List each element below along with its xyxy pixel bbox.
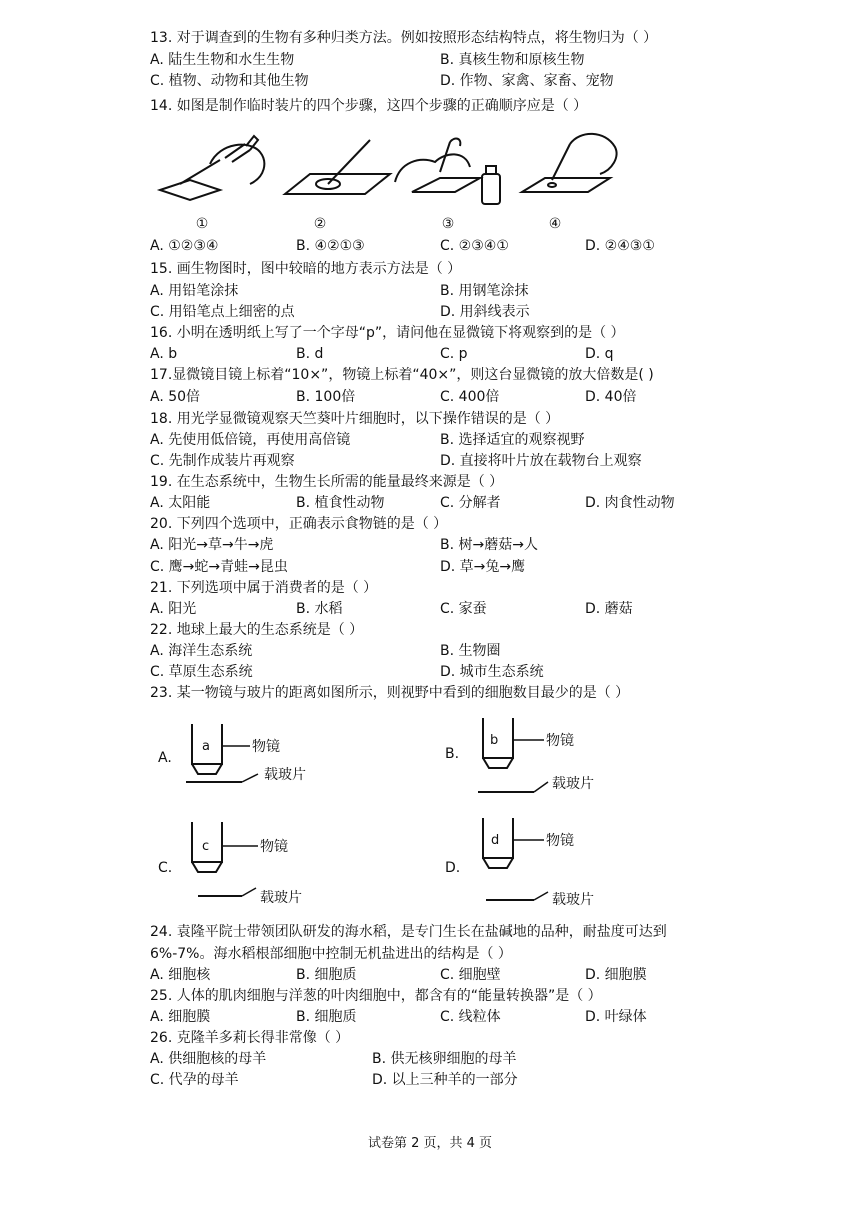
question-13-option-a: A. 陆生生物和水生生物	[150, 52, 295, 68]
question-22-option-d: D. 城市生态系统	[440, 664, 544, 680]
question-14-option-b: B. ④②①③	[296, 238, 365, 254]
question-21-option-c: C. 家蚕	[440, 601, 487, 617]
question-25-stem: 25. 人体的肌肉细胞与洋葱的叶肉细胞中，都含有的“能量转换器”是（ ）	[150, 988, 602, 1004]
question-26-option-c: C. 代孕的母羊	[150, 1072, 239, 1088]
figure-option-c-letter: C.	[158, 860, 173, 876]
lens-d-label: 物镜	[546, 833, 574, 849]
lens-a-letter: a	[202, 739, 210, 754]
question-18-option-c: C. 先制作成装片再观察	[150, 453, 295, 469]
question-19-option-a: A. 太阳能	[150, 495, 211, 511]
step-label-2: ②	[313, 216, 327, 232]
question-15-option-a: A. 用铅笔涂抹	[150, 283, 239, 299]
figure-option-b-letter: B.	[445, 746, 460, 762]
question-24-stem-continued: 6%-7%。海水稻根部细胞中控制无机盐进出的结构是（ ）	[150, 946, 512, 962]
step-label-4: ④	[548, 216, 562, 232]
question-22-option-c: C. 草原生态系统	[150, 664, 253, 680]
objective-lens-distance-figure	[150, 712, 630, 912]
question-21-stem: 21. 下列选项中属于消费者的是（ ）	[150, 580, 378, 596]
page-footer: 试卷第 2 页，共 4 页	[367, 1136, 493, 1151]
question-17-stem: 17.显微镜目镜上标着“10×”，物镜上标着“40×”，则这台显微镜的放大倍数是( )	[150, 367, 654, 383]
question-13-option-b: B. 真核生物和原核生物	[440, 52, 585, 68]
question-24-option-b: B. 细胞质	[296, 967, 357, 983]
question-19-option-c: C. 分解者	[440, 495, 501, 511]
question-20-option-d: D. 草→兔→鹰	[440, 559, 526, 575]
question-20-option-c: C. 鹰→蛇→青蛙→昆虫	[150, 559, 288, 575]
question-26-option-b: B. 供无核卵细胞的母羊	[372, 1051, 517, 1067]
question-13-stem: 13. 对于调查到的生物有多种归类方法。例如按照形态结构特点，将生物归为（ ）	[150, 30, 658, 46]
question-14-option-a: A. ①②③④	[150, 238, 219, 254]
step-label-3: ③	[441, 216, 455, 232]
question-26-stem: 26. 克隆羊多莉长得非常像（ ）	[150, 1030, 350, 1046]
slide-c-label: 载玻片	[260, 890, 302, 906]
question-21-option-b: B. 水稻	[296, 601, 343, 617]
question-16-option-a: A. b	[150, 346, 178, 362]
question-25-option-b: B. 细胞质	[296, 1009, 357, 1025]
question-22-option-b: B. 生物圈	[440, 643, 501, 659]
step-4-illustration	[522, 134, 617, 192]
question-23-stem: 23. 某一物镜与玻片的距离如图所示，则视野中看到的细胞数目最少的是（ ）	[150, 685, 630, 701]
lens-c-label: 物镜	[260, 839, 288, 855]
lens-d-letter: d	[491, 833, 500, 848]
question-22-stem: 22. 地球上最大的生态系统是（ ）	[150, 622, 364, 638]
lens-b-letter: b	[490, 733, 499, 748]
question-18-option-a: A. 先使用低倍镜，再使用高倍镜	[150, 432, 351, 448]
question-20-option-b: B. 树→蘑菇→人	[440, 537, 538, 553]
slide-a-label: 载玻片	[264, 767, 306, 783]
question-14-option-d: D. ②④③①	[585, 238, 655, 254]
slide-b-label: 载玻片	[552, 776, 594, 792]
step-2-illustration	[285, 140, 390, 194]
question-17-option-a: A. 50倍	[150, 389, 201, 405]
lens-b-label: 物镜	[546, 733, 574, 749]
question-15-option-c: C. 用铅笔点上细密的点	[150, 304, 295, 320]
question-14-stem: 14. 如图是制作临时装片的四个步骤，这四个步骤的正确顺序应是（ ）	[150, 98, 588, 114]
question-26-option-d: D. 以上三种羊的一部分	[372, 1072, 518, 1088]
question-22-option-a: A. 海洋生态系统	[150, 643, 253, 659]
question-24-option-c: C. 细胞壁	[440, 967, 501, 983]
question-19-stem: 19. 在生态系统中，生物生长所需的能量最终来源是（ ）	[150, 474, 504, 490]
question-21-option-a: A. 阳光	[150, 601, 197, 617]
figure-option-a-letter: A.	[158, 750, 172, 766]
question-24-option-d: D. 细胞膜	[585, 967, 647, 983]
figure-option-d-letter: D.	[445, 860, 461, 876]
question-17-option-c: C. 400倍	[440, 389, 500, 405]
question-19-option-b: B. 植食性动物	[296, 495, 385, 511]
question-17-option-d: D. 40倍	[585, 389, 637, 405]
question-26-option-a: A. 供细胞核的母羊	[150, 1051, 267, 1067]
question-16-stem: 16. 小明在透明纸上写了一个字母“p”，请问他在显微镜下将观察到的是（ ）	[150, 325, 625, 341]
question-15-option-d: D. 用斜线表示	[440, 304, 530, 320]
step-1-illustration	[160, 136, 264, 200]
question-15-stem: 15. 画生物图时，图中较暗的地方表示方法是（ ）	[150, 261, 462, 277]
question-15-option-b: B. 用钢笔涂抹	[440, 283, 529, 299]
lens-c-letter: c	[202, 839, 210, 854]
question-14-option-c: C. ②③④①	[440, 238, 509, 254]
question-18-option-b: B. 选择适宜的观察视野	[440, 432, 585, 448]
question-16-option-c: C. p	[440, 346, 468, 362]
question-13-option-c: C. 植物、动物和其他生物	[150, 73, 309, 89]
question-16-option-b: B. d	[296, 346, 324, 362]
question-25-option-a: A. 细胞膜	[150, 1009, 211, 1025]
question-17-option-b: B. 100倍	[296, 389, 356, 405]
step-3-illustration	[395, 139, 500, 204]
lens-a-label: 物镜	[252, 739, 280, 755]
question-13-option-d: D. 作物、家禽、家畜、宠物	[440, 73, 614, 89]
question-18-option-d: D. 直接将叶片放在载物台上观察	[440, 453, 642, 469]
slide-d-label: 载玻片	[552, 892, 594, 908]
question-16-option-d: D. q	[585, 346, 614, 362]
question-19-option-d: D. 肉食性动物	[585, 495, 675, 511]
question-20-option-a: A. 阳光→草→牛→虎	[150, 537, 274, 553]
question-20-stem: 20. 下列四个选项中，正确表示食物链的是（ ）	[150, 516, 448, 532]
step-label-1: ①	[195, 216, 209, 232]
question-18-stem: 18. 用光学显微镜观察天竺葵叶片细胞时，以下操作错误的是（ ）	[150, 411, 560, 427]
slide-preparation-steps-figure	[150, 122, 640, 234]
question-24-stem: 24. 袁隆平院士带领团队研发的海水稻，是专门生长在盐碱地的品种，耐盐度可达到	[150, 924, 667, 940]
question-21-option-d: D. 蘑菇	[585, 601, 633, 617]
question-25-option-d: D. 叶绿体	[585, 1009, 647, 1025]
question-24-option-a: A. 细胞核	[150, 967, 211, 983]
question-25-option-c: C. 线粒体	[440, 1009, 501, 1025]
